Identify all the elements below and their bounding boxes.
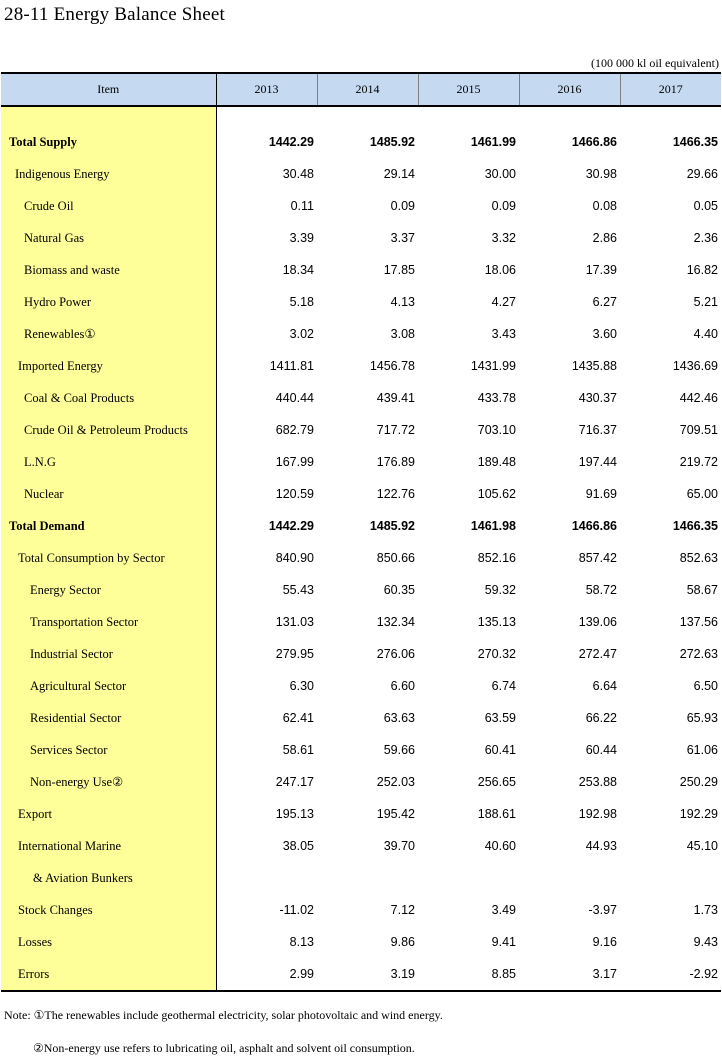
row-value: 703.10	[477, 423, 516, 437]
row-value	[216, 862, 317, 894]
header-year: 2016	[519, 73, 620, 106]
row-value: 5.21	[693, 295, 718, 309]
row-value: 58.67	[686, 583, 718, 597]
row-value: 9.41	[491, 935, 516, 949]
row-value: 852.16	[477, 551, 516, 565]
row-value: 439.41	[376, 391, 415, 405]
row-value: 256.65	[477, 775, 516, 789]
row-value: 65.93	[686, 711, 718, 725]
row-value: 3.17	[519, 958, 620, 991]
row-value: 59.66	[383, 743, 415, 757]
row-value: 247.17	[275, 775, 314, 789]
header-row	[1, 73, 721, 106]
row-value	[317, 862, 418, 894]
row-label: Total Demand	[1, 510, 216, 542]
row-label: Hydro Power	[1, 286, 216, 318]
row-label: Nuclear	[1, 478, 216, 510]
table-row	[1, 574, 721, 606]
row-value: 3.02	[289, 327, 314, 341]
row-value: 132.34	[376, 615, 415, 629]
row-label: Renewables①	[1, 318, 216, 350]
row-value: 433.78	[477, 391, 516, 405]
row-value: 30.48	[282, 167, 314, 181]
energy-balance-table	[1, 72, 721, 992]
row-value: 276.06	[376, 647, 415, 661]
table-row	[1, 446, 721, 478]
row-value: 0.08	[592, 199, 617, 213]
row-value: 1466.86	[571, 519, 617, 533]
row-value: 18.06	[484, 263, 516, 277]
row-value: 1442.29	[268, 519, 314, 533]
row-value: 58.72	[585, 583, 617, 597]
row-value: 8.85	[418, 958, 519, 991]
table-row	[1, 606, 721, 638]
header-year: 2013	[216, 73, 317, 106]
row-value: 3.32	[491, 231, 516, 245]
row-value: 1466.86	[571, 135, 617, 149]
row-label: Transportation Sector	[1, 606, 216, 638]
row-label: Stock Changes	[1, 894, 216, 926]
row-value: 192.29	[679, 807, 718, 821]
row-value: 30.00	[484, 167, 516, 181]
footnote-renewables: Note: ①The renewables include geothermal electricity, solar photovoltaic and wind energy.	[4, 1008, 443, 1022]
table-row	[1, 382, 721, 414]
row-value: 3.49	[491, 903, 516, 917]
row-label: Errors	[1, 958, 216, 991]
row-value: 66.22	[585, 711, 617, 725]
row-value: 61.06	[686, 743, 718, 757]
row-value: 6.30	[289, 679, 314, 693]
row-value: -3.97	[588, 903, 617, 917]
row-value: 0.09	[491, 199, 516, 213]
row-value	[418, 862, 519, 894]
table-row	[1, 190, 721, 222]
row-value: 252.03	[376, 775, 415, 789]
row-value: 60.41	[484, 743, 516, 757]
table-row	[1, 542, 721, 574]
row-value: 3.43	[491, 327, 516, 341]
table-row	[1, 670, 721, 702]
row-value: 3.60	[592, 327, 617, 341]
row-value: 40.60	[484, 839, 516, 853]
row-value: 1442.29	[268, 135, 314, 149]
row-value: 59.32	[484, 583, 516, 597]
row-value: 1435.88	[571, 359, 617, 373]
table-row	[1, 510, 721, 542]
row-value: 9.43	[693, 935, 718, 949]
table-row	[1, 766, 721, 798]
row-value: 1485.92	[369, 135, 415, 149]
row-value: 105.62	[477, 487, 516, 501]
row-value: 716.37	[578, 423, 617, 437]
row-value: 4.40	[693, 327, 718, 341]
row-value: 1.73	[693, 903, 718, 917]
table-row	[1, 286, 721, 318]
table-row	[1, 702, 721, 734]
row-value: 1466.35	[672, 135, 718, 149]
row-value: 167.99	[275, 455, 314, 469]
row-value: 1461.99	[470, 135, 516, 149]
row-label: Residential Sector	[1, 702, 216, 734]
row-value: 0.05	[693, 199, 718, 213]
row-label: Export	[1, 798, 216, 830]
row-value: 2.99	[216, 958, 317, 991]
row-value: 44.93	[585, 839, 617, 853]
row-value: 139.06	[578, 615, 617, 629]
table-row	[1, 254, 721, 286]
row-value: 717.72	[376, 423, 415, 437]
row-value	[620, 862, 721, 894]
row-value: 1461.98	[470, 519, 516, 533]
row-value: 17.85	[383, 263, 415, 277]
row-value: 1431.99	[470, 359, 516, 373]
row-label: Coal & Coal Products	[1, 382, 216, 414]
row-value: 3.19	[317, 958, 418, 991]
row-value: 135.13	[477, 615, 516, 629]
footnote-non-energy: ②Non-energy use refers to lubricating oil, asphalt and solvent oil consumption.	[33, 1041, 415, 1055]
unit-label: (100 000 kl oil equivalent)	[591, 56, 719, 70]
row-value	[519, 862, 620, 894]
row-label: Losses	[1, 926, 216, 958]
table-row	[1, 318, 721, 350]
row-value: 120.59	[275, 487, 314, 501]
row-value: 58.61	[282, 743, 314, 757]
row-value: 29.14	[383, 167, 415, 181]
header-year: 2014	[317, 73, 418, 106]
row-label: Imported Energy	[1, 350, 216, 382]
row-value: 137.56	[679, 615, 718, 629]
row-value: 272.47	[578, 647, 617, 661]
spacer-row	[1, 106, 721, 126]
row-label: Indigenous Energy	[1, 158, 216, 190]
table-row	[1, 894, 721, 926]
row-label: Total Consumption by Sector	[1, 542, 216, 574]
row-value: 430.37	[578, 391, 617, 405]
row-label: & Aviation Bunkers	[1, 862, 216, 894]
row-value: 8.13	[289, 935, 314, 949]
row-value: 65.00	[686, 487, 718, 501]
row-value: 62.41	[282, 711, 314, 725]
row-value: 63.59	[484, 711, 516, 725]
table-row	[1, 478, 721, 510]
table-row	[1, 414, 721, 446]
row-value: 9.16	[592, 935, 617, 949]
table-row	[1, 126, 721, 158]
table-row	[1, 734, 721, 766]
row-value: 440.44	[275, 391, 314, 405]
row-value: 1485.92	[369, 519, 415, 533]
row-value: 3.37	[390, 231, 415, 245]
row-value: 60.44	[585, 743, 617, 757]
row-value: 3.08	[390, 327, 415, 341]
row-label: L.N.G	[1, 446, 216, 478]
table-row	[1, 638, 721, 670]
row-value: 852.63	[679, 551, 718, 565]
row-value: -2.92	[620, 958, 721, 991]
row-value: 6.64	[592, 679, 617, 693]
row-label: Natural Gas	[1, 222, 216, 254]
row-value: 6.50	[693, 679, 718, 693]
row-value: 2.86	[592, 231, 617, 245]
row-value: 1456.78	[369, 359, 415, 373]
row-value: 0.09	[390, 199, 415, 213]
row-value: 195.13	[275, 807, 314, 821]
row-value: 272.63	[679, 647, 718, 661]
row-value: 188.61	[477, 807, 516, 821]
table-row	[1, 798, 721, 830]
row-label: Biomass and waste	[1, 254, 216, 286]
row-value: 6.27	[592, 295, 617, 309]
row-value: 442.46	[679, 391, 718, 405]
row-value: 38.05	[282, 839, 314, 853]
row-label: Total Supply	[1, 126, 216, 158]
row-value: 18.34	[282, 263, 314, 277]
header-item: Item	[1, 73, 216, 106]
row-value: 122.76	[376, 487, 415, 501]
row-value: -11.02	[279, 903, 314, 917]
row-value: 176.89	[376, 455, 415, 469]
table-row	[1, 158, 721, 190]
row-value: 60.35	[383, 583, 415, 597]
row-value: 219.72	[679, 455, 718, 469]
row-value: 45.10	[686, 839, 718, 853]
row-value: 1466.35	[672, 519, 718, 533]
row-value: 279.95	[275, 647, 314, 661]
row-value: 197.44	[578, 455, 617, 469]
table-row	[1, 350, 721, 382]
row-value: 682.79	[275, 423, 314, 437]
row-value: 63.63	[383, 711, 415, 725]
row-value: 1411.81	[269, 359, 314, 373]
table-row	[1, 862, 721, 894]
row-value: 131.03	[275, 615, 314, 629]
row-value: 2.36	[693, 231, 718, 245]
table-row	[1, 222, 721, 254]
row-label: Services Sector	[1, 734, 216, 766]
row-value: 5.18	[289, 295, 314, 309]
row-value: 30.98	[585, 167, 617, 181]
row-label: Non-energy Use②	[1, 766, 216, 798]
row-value: 857.42	[578, 551, 617, 565]
row-value: 29.66	[686, 167, 718, 181]
header-year: 2017	[620, 73, 721, 106]
row-value: 4.13	[390, 295, 415, 309]
row-label: Crude Oil & Petroleum Products	[1, 414, 216, 446]
row-value: 6.74	[491, 679, 516, 693]
row-label: International Marine	[1, 830, 216, 862]
row-value: 270.32	[477, 647, 516, 661]
row-value: 6.60	[390, 679, 415, 693]
row-value: 4.27	[491, 295, 516, 309]
row-value: 7.12	[390, 903, 415, 917]
row-value: 17.39	[585, 263, 617, 277]
row-value: 250.29	[679, 775, 718, 789]
row-label: Agricultural Sector	[1, 670, 216, 702]
row-value: 709.51	[679, 423, 718, 437]
row-value: 3.39	[289, 231, 314, 245]
row-value: 840.90	[275, 551, 314, 565]
row-label: Industrial Sector	[1, 638, 216, 670]
row-value: 16.82	[686, 263, 718, 277]
table-row	[1, 926, 721, 958]
row-value: 189.48	[477, 455, 516, 469]
row-value: 850.66	[376, 551, 415, 565]
row-label: Crude Oil	[1, 190, 216, 222]
row-label: Energy Sector	[1, 574, 216, 606]
row-value: 39.70	[383, 839, 415, 853]
page-title: 28-11 Energy Balance Sheet	[4, 4, 225, 25]
row-value: 192.98	[578, 807, 617, 821]
row-value: 0.11	[290, 199, 314, 213]
row-value: 9.86	[390, 935, 415, 949]
row-value: 1436.69	[672, 359, 718, 373]
table-row	[1, 830, 721, 862]
row-value: 55.43	[282, 583, 314, 597]
row-value: 91.69	[585, 487, 617, 501]
row-value: 195.42	[376, 807, 415, 821]
table-row	[1, 958, 721, 991]
row-value: 253.88	[578, 775, 617, 789]
header-year: 2015	[418, 73, 519, 106]
